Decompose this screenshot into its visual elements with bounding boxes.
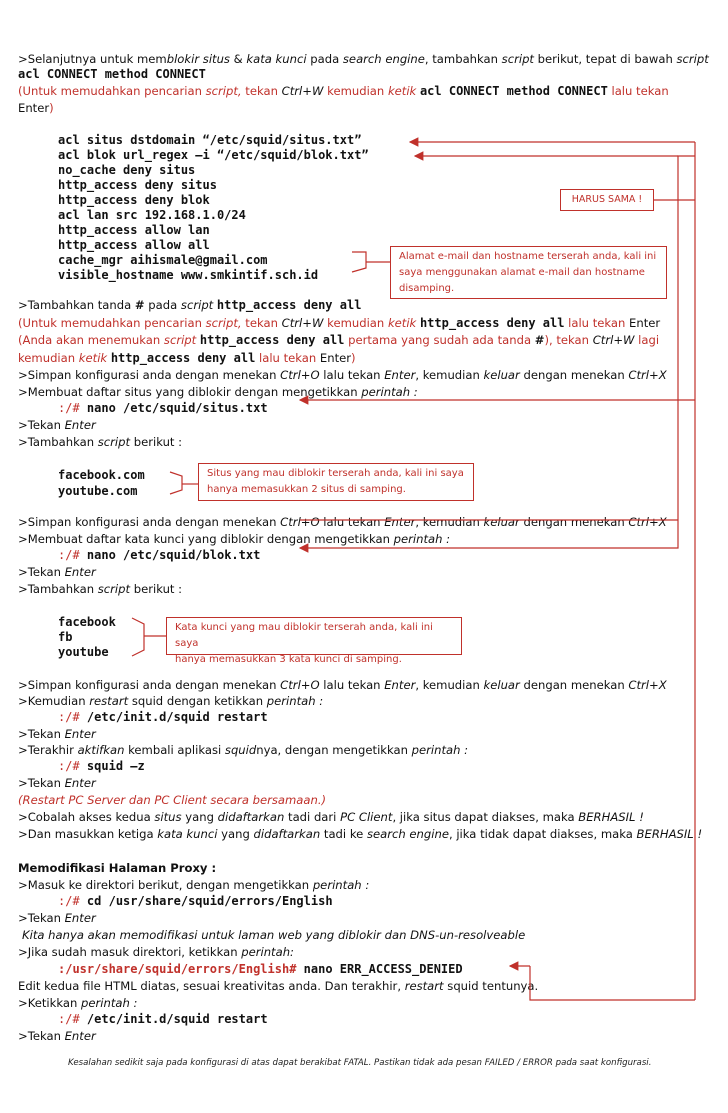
text: Edit kedua file HTML diatas, sesuai kreativitas anda. Dan terakhir,	[18, 979, 405, 993]
instruction	[18, 945, 294, 960]
text: perintah :	[266, 694, 324, 708]
text: http_access deny all	[199, 333, 345, 347]
text: situs	[154, 810, 182, 824]
save-instruction	[18, 515, 667, 530]
text: search engine	[366, 827, 449, 841]
text: script,	[205, 84, 242, 98]
text: Enter	[64, 911, 96, 925]
text: kemudian	[323, 84, 388, 98]
text: script,	[205, 316, 242, 330]
text: Ctrl+O	[280, 678, 320, 692]
text: http_access deny all	[216, 298, 362, 312]
text: restart	[89, 694, 129, 708]
instruction	[18, 694, 323, 709]
command: /etc/init.d/squid restart	[86, 1012, 268, 1026]
prompt: :/#	[58, 401, 80, 415]
text: ketik	[387, 316, 417, 330]
text: keluar	[483, 368, 520, 382]
text: script	[163, 333, 197, 347]
site-item: facebook.com	[58, 468, 145, 482]
text: tekan	[241, 316, 282, 330]
text: search engine	[342, 52, 425, 66]
text: dengan menekan	[519, 515, 629, 529]
text: Ctrl+W	[592, 333, 635, 347]
note-text: Situs yang mau diblokir terserah anda, kali ini saya	[207, 468, 464, 479]
text: squid dengan ketikkan	[128, 694, 267, 708]
text: restart	[404, 979, 444, 993]
text: lalu tekan	[564, 316, 630, 330]
text: , kemudian	[415, 678, 484, 692]
step-comment-line	[18, 298, 361, 313]
code-line: visible_hostname www.smkintif.sch.id	[58, 268, 319, 282]
text: , tambahkan	[424, 52, 502, 66]
code-line: acl blok url_regex –i “/etc/squid/blok.txt”	[58, 148, 369, 162]
text: >Terakhir	[18, 743, 78, 757]
command: /etc/init.d/squid restart	[86, 710, 268, 724]
prompt: :/#	[58, 894, 80, 908]
keyword-item: fb	[58, 630, 73, 644]
text: Enter	[18, 101, 50, 115]
text: kembali aplikasi	[124, 743, 225, 757]
text: script	[97, 435, 131, 449]
text: http_access deny all	[110, 351, 256, 365]
code-line: acl lan src 192.168.1.0/24	[58, 208, 246, 222]
text: script	[97, 582, 131, 596]
instruction	[18, 911, 96, 926]
instruction	[18, 810, 644, 825]
text: lalu tekan	[319, 368, 385, 382]
text: PC Client	[340, 810, 393, 824]
text: dengan menekan	[519, 678, 629, 692]
command-line	[58, 962, 463, 977]
text: squid tentunya.	[443, 979, 539, 993]
instruction	[18, 435, 182, 450]
text: Enter	[384, 678, 416, 692]
text: (Untuk memudahkan pencarian	[18, 316, 206, 330]
text: >Tekan	[18, 1029, 65, 1043]
text: >Membuat daftar situs yang diblokir dengan mengetikkan	[18, 385, 362, 399]
text: >Tambahkan tanda	[18, 298, 135, 312]
instruction	[18, 996, 137, 1011]
text: >Simpan konfigurasi anda dengan menekan	[18, 515, 281, 529]
note-text: Alamat e-mail dan hostname terserah anda, kali ini	[399, 251, 657, 262]
instruction	[18, 532, 450, 547]
text: lalu tekan	[319, 515, 385, 529]
command: squid –z	[86, 759, 145, 773]
text: >Membuat daftar kata kunci yang diblokir dengan mengetikkan	[18, 532, 394, 546]
text: keluar	[483, 678, 520, 692]
text: tadi ke	[320, 827, 367, 841]
modify-note: Kita hanya akan memodifikasi untuk laman web yang diblokir dan DNS-un-resolveable	[22, 928, 526, 942]
code-line: cache_mgr aihismale@gmail.com	[58, 253, 268, 267]
text: >Jika sudah masuk direktori, ketikkan	[18, 945, 242, 959]
instruction	[18, 743, 468, 758]
note-text: hanya memasukkan 2 situs di samping.	[207, 484, 406, 495]
code-line: acl situs dstdomain “/etc/squid/situs.txt”	[58, 133, 362, 147]
text: BERHASIL !	[636, 827, 703, 841]
save-instruction	[18, 678, 667, 693]
instruction	[18, 979, 538, 994]
text: >Cobalah akses kedua	[18, 810, 155, 824]
text: perintah :	[393, 532, 451, 546]
text: pada	[306, 52, 343, 66]
text: >Ketikkan	[18, 996, 82, 1010]
text: Enter	[64, 565, 96, 579]
text: http_access deny all	[419, 316, 565, 330]
code-line: http_access deny situs	[58, 178, 217, 192]
command: nano /etc/squid/blok.txt	[86, 548, 261, 562]
hint-line	[18, 333, 659, 348]
text: (Untuk memudahkan pencarian	[18, 84, 206, 98]
text: Enter	[319, 351, 352, 365]
text: , jika situs dapat diakses, maka	[392, 810, 579, 824]
text: didaftarkan	[217, 810, 285, 824]
code-line: http_access allow lan	[58, 223, 210, 237]
code-line: http_access deny blok	[58, 193, 210, 207]
prompt: :/#	[58, 710, 80, 724]
text: ),	[544, 333, 557, 347]
text: tekan	[241, 84, 282, 98]
text: , jika tidak dapat diakses, maka	[448, 827, 637, 841]
text: dengan menekan	[519, 368, 629, 382]
text: kemudian	[323, 316, 388, 330]
command-line	[58, 710, 268, 725]
instruction	[18, 776, 96, 791]
command: nano /etc/squid/situs.txt	[86, 401, 268, 415]
text: lagi	[634, 333, 660, 347]
text: Enter	[629, 316, 661, 330]
text: >Tekan	[18, 911, 65, 925]
text: kata kunci	[246, 52, 307, 66]
note-text: HARUS SAMA !	[571, 194, 643, 205]
prompt: :/#	[58, 548, 80, 562]
note-sites	[198, 463, 474, 501]
text: Ctrl+X	[628, 515, 667, 529]
text: berikut, tepat di bawah	[533, 52, 677, 66]
site-item: youtube.com	[58, 484, 138, 498]
note-text: disamping.	[399, 283, 455, 294]
text: Ctrl+X	[628, 368, 667, 382]
instruction	[18, 565, 96, 580]
text: squid	[224, 743, 257, 757]
text: script	[180, 298, 214, 312]
instruction	[18, 827, 702, 842]
text: ketik	[387, 84, 417, 98]
text: perintah :	[81, 996, 138, 1010]
code-line: http_access allow all	[58, 238, 210, 252]
text: tadi dari	[284, 810, 341, 824]
intro-line	[18, 52, 709, 67]
command-line	[58, 1012, 268, 1027]
text: perintah:	[241, 945, 294, 959]
text: nya, dengan mengetikkan	[256, 743, 412, 757]
text: berikut :	[130, 582, 183, 596]
hint-line-cont	[18, 101, 54, 116]
text: (Anda akan menemukan	[18, 333, 164, 347]
text: kemudian	[18, 351, 79, 365]
text: >Tekan	[18, 565, 65, 579]
text: >Tambahkan	[18, 435, 98, 449]
text: Ctrl+O	[280, 515, 320, 529]
text: Ctrl+W	[281, 84, 324, 98]
prompt: :/usr/share/squid/errors/English#	[58, 962, 297, 976]
note-text: saya menggunakan alamat e-mail dan hostname	[399, 267, 645, 278]
footer-note: Kesalahan sedikit saja pada konfigurasi di atas dapat berakibat FATAL. Pastikan tidak ada pesan FAILED / ERROR pada saat konfigurasi.	[68, 1058, 652, 1068]
text: lalu tekan	[607, 84, 669, 98]
text: blokir situs	[166, 52, 230, 66]
prompt: :/#	[58, 759, 80, 773]
text: >Tekan	[18, 776, 65, 790]
text: Ctrl+O	[280, 368, 320, 382]
save-instruction	[18, 368, 667, 383]
note-text: hanya memasukkan 3 kata kunci di samping.	[175, 654, 402, 665]
text: aktifkan	[77, 743, 125, 757]
command: cd /usr/share/squid/errors/English	[86, 894, 333, 908]
text: acl CONNECT method CONNECT	[419, 84, 608, 98]
text: BERHASIL !	[578, 810, 644, 824]
text: >Masuk ke direktori berikut, dengan mengetikkan	[18, 878, 313, 892]
text: , kemudian	[415, 368, 484, 382]
text: ketik	[78, 351, 108, 365]
text: , kemudian	[415, 515, 484, 529]
restart-note: (Restart PC Server dan PC Client secara bersamaan.)	[18, 793, 327, 807]
instruction	[18, 418, 96, 433]
text: Ctrl+W	[281, 316, 324, 330]
text: didaftarkan	[253, 827, 321, 841]
command: nano ERR_ACCESS_DENIED	[303, 962, 463, 976]
text: >Tekan	[18, 418, 65, 432]
text: lalu tekan	[255, 351, 320, 365]
note-text: Kata kunci yang mau diblokir terserah anda, kali ini saya	[175, 622, 433, 649]
text: >Simpan konfigurasi anda dengan menekan	[18, 678, 281, 692]
hint-line	[18, 351, 356, 366]
text: perintah :	[361, 385, 418, 399]
instruction	[18, 878, 369, 893]
text: Enter	[384, 368, 416, 382]
text: #	[534, 333, 545, 347]
code-line: no_cache deny situs	[58, 163, 196, 177]
text: perintah :	[312, 878, 370, 892]
instruction	[18, 385, 418, 400]
text: >Dan masukkan ketiga	[18, 827, 158, 841]
text: >Selanjutnya untuk mem	[18, 52, 167, 66]
text: >Tambahkan	[18, 582, 98, 596]
keyword-item: facebook	[58, 615, 116, 629]
command-line	[58, 759, 145, 774]
text: Enter	[384, 515, 416, 529]
text: &	[229, 52, 247, 66]
keyword-item: youtube	[58, 645, 109, 659]
text: )	[351, 351, 356, 365]
text: Enter	[64, 418, 96, 432]
note-harus-sama	[560, 189, 654, 211]
instruction	[18, 1029, 96, 1044]
note-email	[390, 246, 667, 299]
text: yang	[181, 810, 218, 824]
text: script	[501, 52, 534, 66]
text: berikut :	[130, 435, 183, 449]
text: perintah :	[411, 743, 469, 757]
text: kata kunci	[157, 827, 218, 841]
command-line	[58, 894, 333, 909]
code-acl-connect: acl CONNECT method CONNECT	[18, 67, 206, 81]
text: script	[676, 52, 709, 66]
text: yang	[217, 827, 254, 841]
instruction	[18, 582, 182, 597]
text: Ctrl+X	[628, 678, 667, 692]
hint-line	[18, 84, 669, 99]
text: Enter	[64, 1029, 96, 1043]
text: pertama yang sudah ada tanda	[344, 333, 535, 347]
command-line	[58, 548, 260, 563]
text: #	[134, 298, 145, 312]
prompt: :/#	[58, 1012, 80, 1026]
text: Enter	[64, 727, 96, 741]
text: >Kemudian	[18, 694, 90, 708]
text: )	[49, 101, 54, 115]
instruction	[18, 727, 96, 742]
note-keywords	[166, 617, 462, 665]
command-line	[58, 401, 268, 416]
text: tekan	[556, 333, 593, 347]
text: Enter	[64, 776, 96, 790]
text: keluar	[483, 515, 520, 529]
hint-line	[18, 316, 660, 331]
text: pada	[144, 298, 181, 312]
text: >Simpan konfigurasi anda dengan menekan	[18, 368, 281, 382]
section-heading: Memodifikasi Halaman Proxy :	[18, 861, 217, 875]
text: lalu tekan	[319, 678, 385, 692]
text: >Tekan	[18, 727, 65, 741]
